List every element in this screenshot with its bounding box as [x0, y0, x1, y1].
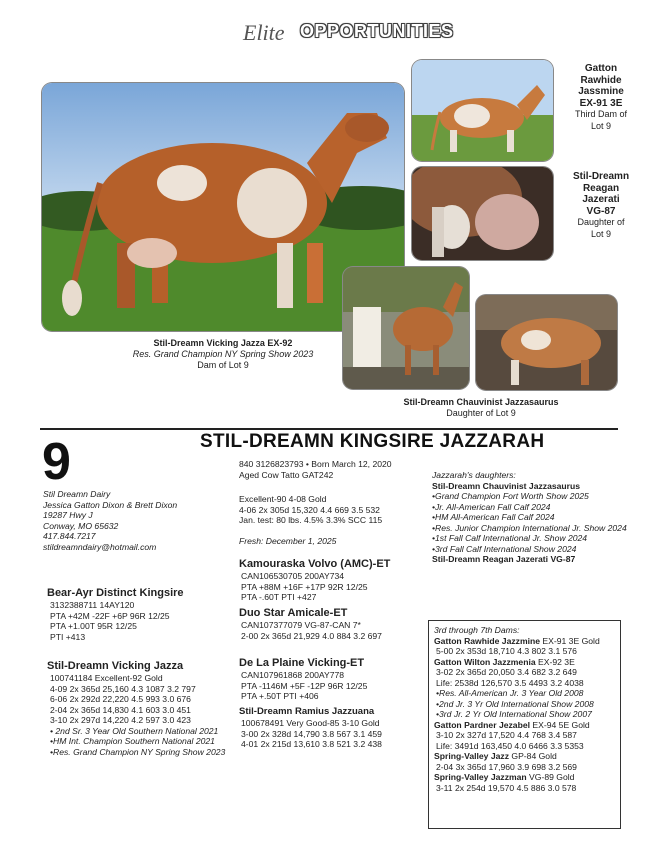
daughter-award: •Jr. All-American Fall Calf 2024 [432, 501, 551, 512]
dams-box-heading: 3rd through 7th Dams: [434, 625, 520, 635]
jazerati-name-2: Reagan [582, 182, 620, 194]
jazerati-relation-2: Lot 9 [590, 228, 612, 239]
jazzasaurus-photo-left [343, 267, 469, 389]
mgs-name: Kamouraska Volvo (AMC)-ET [239, 558, 391, 570]
page-header [0, 0, 660, 60]
main-photo-subtitle: Res. Grand Champion NY Spring Show 2023 [132, 349, 314, 359]
dam-entry-line: 5-00 2x 353d 18,710 4.3 802 3.1 576 [436, 646, 577, 656]
mgs-line: PTA +88M +16F +17P 92R 12/25 [241, 581, 368, 592]
dam-entry-line: Life: 3491d 163,450 4.0 6466 3.3 5353 [436, 740, 584, 751]
jazzasaurus-right-illustration [476, 295, 617, 390]
brand-caps: OPPORTUNITIES [300, 21, 454, 41]
dam-entry-6 [434, 751, 620, 762]
jazerati-name-4: VG-87 [586, 205, 616, 217]
third-dam-photo [412, 60, 553, 161]
dam-entry-award: •2nd Jr. 3 Yr Old International Show 2008 [436, 698, 594, 709]
jazerati-name-3: Jazerati [582, 194, 620, 205]
sire-line: PTA +1.00T 95R 12/25 [50, 621, 137, 631]
consignor-line: Jessica Gatton Dixon & Brett Dixon [43, 499, 178, 510]
jazzasaurus-photo-relation: Daughter of Lot 9 [446, 408, 516, 418]
dam-entry-suffix: VG-89 Gold [526, 772, 575, 782]
dam-entry-award: •Res. All-American Jr. 3 Year Old 2008 [436, 688, 584, 698]
main-photo-name: Stil-Dreamn Vicking Jazza EX-92 [153, 338, 293, 348]
lot-number: 9 [42, 433, 71, 491]
class-line: Aged Cow Tatto GAT242 [239, 469, 334, 480]
daughter-jazerati-illustration [412, 167, 553, 260]
ggs-block [239, 657, 367, 702]
consignor-email: stildreamndairy@hotmail.com [43, 541, 157, 552]
daughter-award: •1st Fall Calf International Jr. Show 2024 [432, 533, 588, 543]
dam-entry-suffix: EX-94 5E Gold [530, 719, 590, 730]
ggd-block [239, 706, 382, 750]
dam-line: 4-09 2x 365d 25,160 4.3 1087 3.2 797 [50, 683, 196, 694]
daughters-block [432, 470, 627, 565]
third-dam-name-1: Gatton [584, 63, 618, 74]
dam-entry-name: Spring-Valley Jazz [434, 751, 509, 761]
ggd-line: 4-01 2x 215d 13,610 3.8 521 3.2 438 [241, 739, 382, 749]
dam-line: 6-06 2x 292d 22,220 4.5 993 3.0 676 [50, 694, 191, 704]
daughter-award: •Grand Champion Fort Worth Show 2025 [432, 491, 589, 501]
ggd-line: 3-00 2x 328d 14,790 3.8 567 3.1 459 [241, 728, 382, 739]
main-photo-relation: Dam of Lot 9 [197, 360, 249, 370]
lot-title: STIL-DREAMN KINGSIRE JAZZARAH [200, 431, 545, 452]
dam-entry-line: 3-11 2x 254d 19,570 4.5 886 3.0 578 [436, 782, 577, 793]
consignor-line: 19287 Hwy J [43, 510, 93, 520]
third-dam-illustration [412, 60, 553, 161]
record-line: 4-06 2x 305d 15,320 4.4 669 3.5 532 [239, 504, 380, 515]
dam-entry-7 [434, 772, 620, 783]
mgs-line: CAN106530705 200AY734 [241, 571, 345, 581]
dam-entry-line: Life: 2538d 126,570 3.5 4493 3.2 4038 [436, 677, 584, 688]
third-dam-relation-2: Lot 9 [590, 120, 612, 131]
daughter-award: •3rd Fall Calf International Show 2024 [432, 543, 577, 554]
jazzasaurus-photo-right [476, 295, 617, 390]
dam-entry-name: Gatton Wilton Jazzmenia [434, 656, 536, 667]
dam-award: •Res. Grand Champion NY Spring Show 2023 [50, 746, 226, 757]
animal-info [239, 459, 392, 546]
ggs-line: PTA -1146M +5F -12P 96R 12/25 [241, 680, 368, 691]
ggd-name: Stil-Dreamn Ramius Jazzuana [239, 706, 375, 717]
dam-entry-suffix: EX-92 3E [535, 656, 575, 667]
dam-entry-suffix: EX-91 3E Gold [540, 635, 600, 646]
dam-line: 3-10 2x 297d 14,220 4.2 597 3.0 423 [50, 715, 191, 725]
daughter-2-name: Stil-Dreamn Reagan Jazerati VG-87 [432, 554, 576, 564]
jazerati-name-1: Stil-Dreamn [572, 171, 630, 182]
daughter-award: •Res. Junior Champion International Jr. Show 2024 [432, 522, 627, 533]
dam-entry-line: 2-04 3x 365d 17,960 3.9 698 3.2 569 [436, 761, 577, 772]
mgd-block [239, 607, 382, 641]
sire-name: Bear-Ayr Distinct Kingsire [47, 587, 184, 599]
daughter-award: •HM All-American Fall Calf 2024 [432, 512, 555, 522]
ggs-line: CAN107961868 200AY778 [241, 670, 345, 680]
section-divider [40, 428, 618, 430]
dam-entry-line: 3-02 2x 365d 20,050 3.4 682 3.2 649 [436, 667, 577, 677]
third-dam-name-4: EX-91 3E [579, 97, 623, 109]
jazzasaurus-left-illustration [343, 267, 469, 389]
sire-line: 3132388711 14AY120 [50, 600, 135, 610]
dam-line: 100741184 Excellent-92 Gold [50, 673, 163, 683]
dam-entry-3 [434, 636, 620, 647]
third-dam-caption [558, 63, 644, 132]
dam-line: 2-04 2x 365d 14,830 4.1 603 3.0 451 [50, 704, 191, 715]
dam-entry-name: Spring-Valley Jazzman [434, 772, 527, 782]
daughter-1-name: Stil-Dreamn Chauvinist Jazzasaurus [432, 480, 581, 491]
dam-entry-suffix: GP-84 Gold [509, 751, 557, 761]
daughter-jazerati-caption [558, 171, 644, 240]
dam-entry-line: 3-10 2x 327d 17,520 4.4 768 3.4 587 [436, 730, 577, 740]
consignor-line: Conway, MO 65632 [43, 520, 119, 531]
dam-entry-name: Gatton Rawhide Jazzmine [434, 635, 541, 646]
ggd-line: 100678491 Very Good-85 3-10 Gold [241, 718, 380, 728]
registration-line: 840 3126823793 • Born March 12, 2020 [239, 459, 392, 469]
brand-script: Elite [243, 20, 285, 45]
third-dam-relation-1: Third Dam of [574, 109, 627, 119]
mgs-block [239, 558, 390, 603]
ggs-line: PTA +.50T PTI +406 [241, 691, 319, 701]
jazerati-relation-1: Daughter of [577, 217, 625, 227]
third-dam-name-2: Rawhide [580, 74, 622, 86]
dam-award: • 2nd Sr. 3 Year Old Southern National 2021 [50, 725, 219, 736]
consignor-block [43, 489, 177, 552]
fresh-date: Fresh: December 1, 2025 [239, 535, 337, 546]
third-dam-name-3: Jassmine [578, 86, 624, 97]
ggs-name: De La Plaine Vicking-ET [239, 657, 365, 669]
dam-entry-award: •3rd Jr. 2 Yr Old International Show 2007 [436, 709, 592, 719]
classification-line: Excellent-90 4-08 Gold [239, 494, 327, 504]
mgd-name: Duo Star Amicale-ET [239, 607, 348, 619]
dam-entry-name: Gatton Pardner Jezabel [434, 719, 530, 730]
consignor-line: 417.844.7217 [43, 531, 96, 541]
mgd-line: 2-00 2x 365d 21,929 4.0 884 3.2 697 [241, 630, 382, 641]
sire-block [47, 587, 184, 642]
jazzasaurus-photo-name: Stil-Dreamn Chauvinist Jazzasaurus [403, 397, 559, 407]
dams-box [428, 620, 621, 829]
sire-line: PTA +42M -22F +6P 96R 12/25 [50, 610, 170, 621]
mgs-line: PTA -.60T PTI +427 [241, 592, 317, 602]
dam-block [47, 660, 225, 757]
mgd-line: CAN107377079 VG-87-CAN 7* [241, 620, 361, 630]
jazzasaurus-caption [376, 397, 586, 419]
dam-award: •HM Int. Champion Southern National 2021 [50, 736, 215, 746]
dam-name: Stil-Dreamn Vicking Jazza [47, 660, 184, 672]
dam-entry-4 [434, 657, 620, 668]
consignor-line: Stil Dreamn Dairy [43, 489, 111, 499]
daughters-heading: Jazzarah's daughters: [432, 470, 516, 480]
daughter-jazerati-photo [412, 167, 553, 260]
test-line: Jan. test: 80 lbs. 4.5% 3.3% SCC 115 [239, 515, 383, 525]
sire-line: PTI +413 [50, 631, 86, 642]
dam-entry-5 [434, 720, 620, 731]
